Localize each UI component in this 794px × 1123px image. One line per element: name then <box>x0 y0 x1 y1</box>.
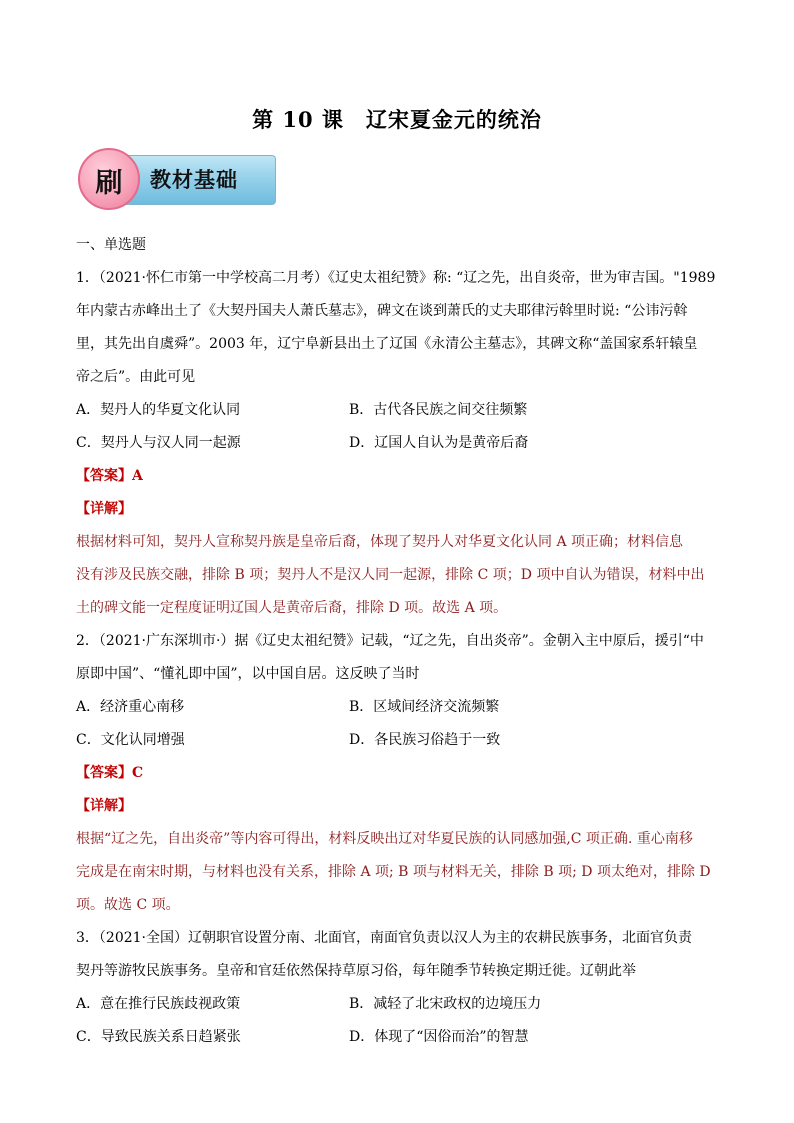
question-3 <box>76 922 720 1054</box>
options-row <box>76 988 720 1021</box>
options-row <box>76 724 720 757</box>
question-2 <box>76 625 720 922</box>
page-title: 第 10 课 辽宋夏金元的统治 <box>252 107 542 132</box>
options-row <box>76 691 720 724</box>
question-stem-line: 年内蒙古赤峰出土了《大契丹国夫人萧氏墓志》，碑文在谈到萧氏的丈夫耶律污斡里时说: “公讳污斡 <box>76 303 688 319</box>
answer-line <box>76 460 720 493</box>
question-content <box>76 229 720 1054</box>
answer-label: 【答案】 <box>76 468 132 484</box>
option-c: C．文化认同增强 <box>76 732 185 748</box>
detail-line: 没有涉及民族交融，排除 B 项；契丹人不是汉人同一起源，排除 C 项；D 项中自认为错误，材料中出 <box>76 567 705 583</box>
answer-line <box>76 757 720 790</box>
option-a: A．契丹人的华夏文化认同 <box>76 402 241 418</box>
options-row <box>76 1021 720 1054</box>
section-banner <box>76 148 276 214</box>
detail-line: 土的碑文能一定程度证明辽国人是黄帝后裔，排除 D 项。故选 A 项。 <box>76 600 508 616</box>
option-d: D．体现了“因俗而治”的智慧 <box>349 1029 529 1045</box>
options-row <box>76 394 720 427</box>
option-a: A．意在推行民族歧视政策 <box>76 996 241 1012</box>
answer-label: 【答案】 <box>76 765 132 781</box>
question-stem-line: 3．（2021·全国）辽朝职官设置分南、北面官，南面官负责以汉人为主的农耕民族事务，北面官负责 <box>76 930 692 946</box>
question-stem-line: 原即中国”、“懂礼即中国”，以中国自居。这反映了当时 <box>76 666 420 682</box>
option-a: A．经济重心南移 <box>76 699 185 715</box>
detail-line: 项。故选 C 项。 <box>76 897 180 913</box>
detail-label: 【详解】 <box>76 501 132 517</box>
banner-label: 教材基础 <box>150 167 238 192</box>
detail-line: 根据材料可知，契丹人宣称契丹族是皇帝后裔，体现了契丹人对华夏文化认同 A 项正确；材料信息 <box>76 534 684 550</box>
detail-line: 完成是在南宋时期，与材料也没有关系，排除 A 项; B 项与材料无关，排除 B 项; D 项太绝对，排除 D <box>76 864 711 880</box>
question-stem-line: 契丹等游牧民族事务。皇帝和官廷依然保持草原习俗，每年随季节转换定期迁徙。辽朝此举 <box>76 963 636 979</box>
answer-value: C <box>132 765 144 781</box>
option-b: B．区域间经济交流频繁 <box>349 699 500 715</box>
option-c: C．导致民族关系日趋紧张 <box>76 1029 241 1045</box>
option-d: D．辽国人自认为是黄帝后裔 <box>349 435 529 451</box>
question-stem-line: 2．（2021·广东深圳市·）据《辽史太祖纪赞》记载，“辽之先，自出炎帝”。金朝入主中原后，援引“中 <box>76 633 704 649</box>
option-d: D．各民族习俗趋于一致 <box>349 732 501 748</box>
question-stem-line: 1．（2021·怀仁市第一中学校高二月考）《辽史太祖纪赞》称: “辽之先，出自炎帝，世为审吉国。"1989 <box>76 270 716 286</box>
question-stem-line: 帝之后”。由此可见 <box>76 369 196 385</box>
option-c: C．契丹人与汉人同一起源 <box>76 435 241 451</box>
question-1 <box>76 262 720 625</box>
question-stem-line: 里，其先出自虞舜”。2003 年，辽宁阜新县出土了辽国《永清公主墓志》，其碑文称“盖国家系轩辕皇 <box>76 336 698 352</box>
option-b: B．古代各民族之间交往频繁 <box>349 402 528 418</box>
section-title: 一、单选题 <box>76 237 146 253</box>
banner-badge <box>78 148 140 210</box>
detail-label: 【详解】 <box>76 798 132 814</box>
answer-value: A <box>132 468 143 484</box>
option-b: B．减轻了北宋政权的边境压力 <box>349 996 542 1012</box>
detail-line: 根据“辽之先，自出炎帝”等内容可得出，材料反映出辽对华夏民族的认同感加强,C 项正确. 重心南移 <box>76 831 693 847</box>
options-row <box>76 427 720 460</box>
banner-badge-text: 刷 <box>95 168 123 199</box>
